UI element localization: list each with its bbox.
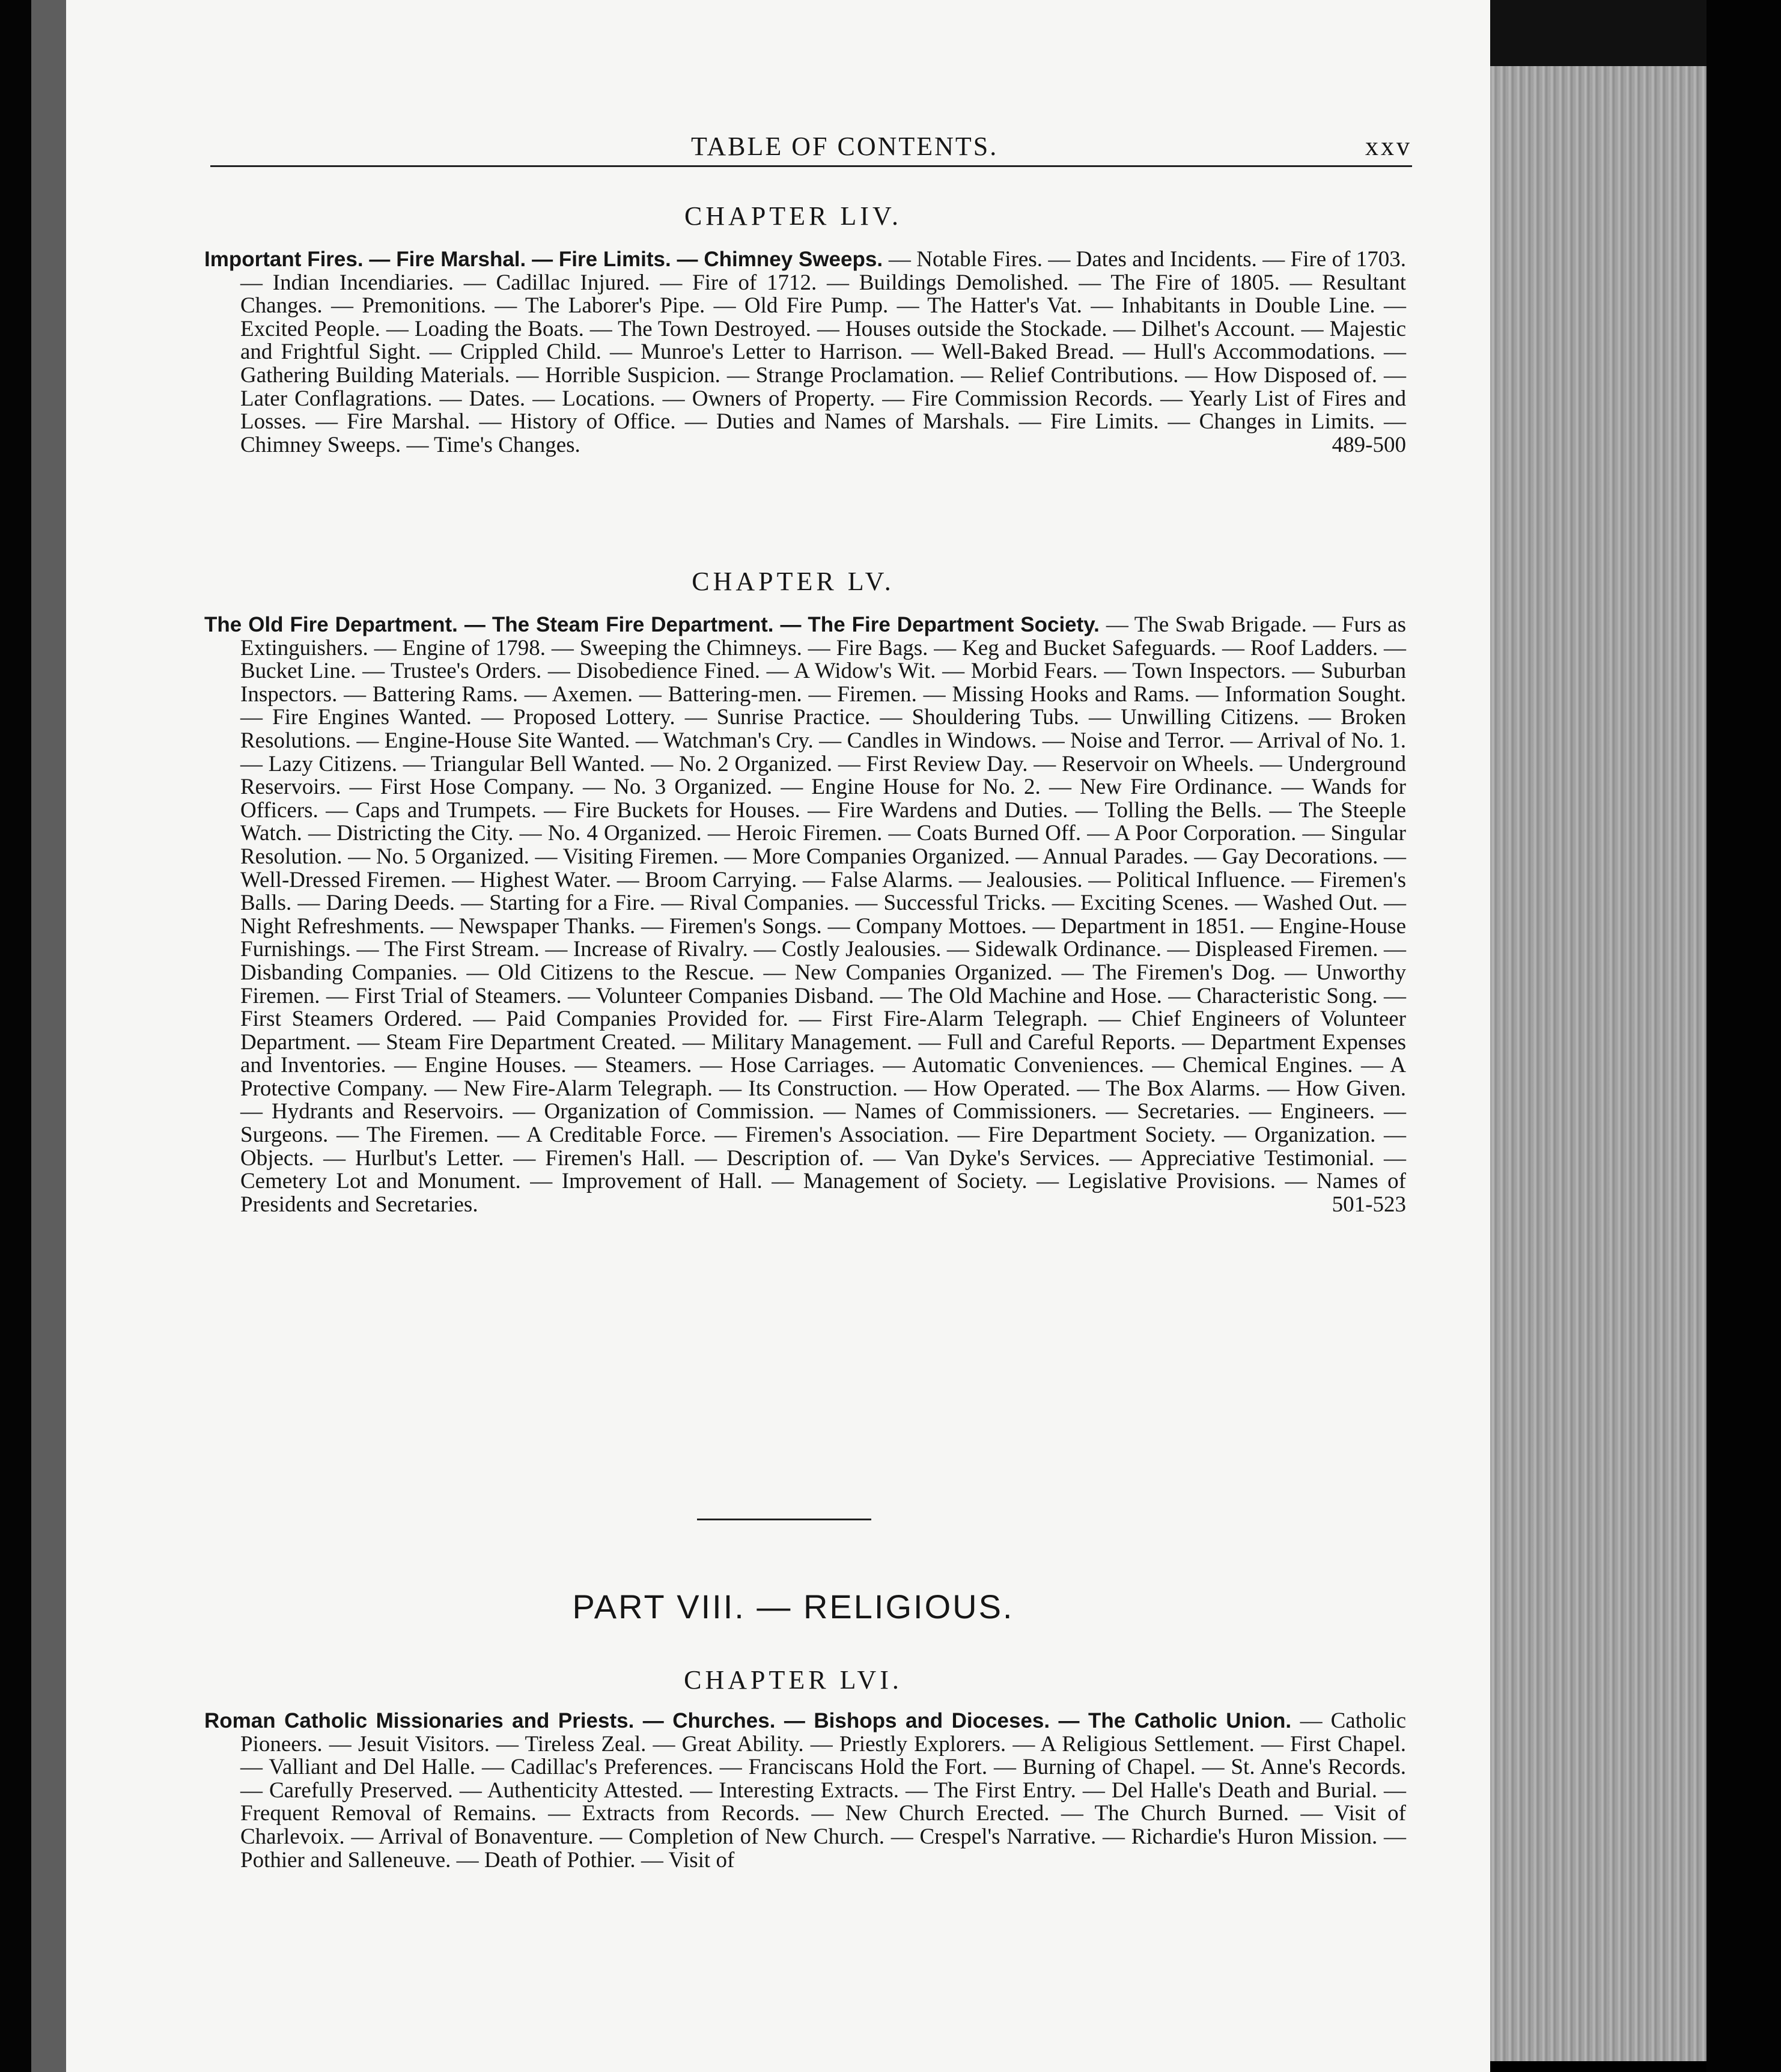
book-page xyxy=(66,0,1490,2072)
chapter-lead: Roman Catholic Missionaries and Priests. — Churches. — Bishops and Dioceses. — The Catholic Union. xyxy=(204,1709,1300,1732)
facing-page-edge xyxy=(31,0,66,2072)
running-title: TABLE OF CONTENTS. xyxy=(691,132,999,161)
page-content xyxy=(186,0,1412,2072)
chapter-entry-lv xyxy=(204,614,1406,1216)
chapter-topics: — The Swab Brigade. — Furs as Extinguishers. — Engine of 1798. — Sweeping the Chimneys. — Fire Bags. — Keg and Bucket Safeguards. — Roof Ladders. — Bucket Line. — Trustee's Orders. — Disobedience Fined. — A Widow's Wit. — Morbid Fears. — Town Inspectors. — Suburban Inspectors. — Battering Rams. — Axemen. — Battering-men. — Firemen. — Missing Hooks and Rams. — Information Sought. — Fire Engines Wanted. — Proposed Lottery. — Sunrise Practice. — Shouldering Tubs. — Unwilling Citizens. — Broken Resolutions. — Engine-House Site Wanted. — Watchman's Cry. — Candles in Windows. — Noise and Terror. — Arrival of No. 1. — Lazy Citizens. — Triangular Bell Wanted. — No. 2 Organized. — First Review Day. — Reservoir on Wheels. — Underground Reservoirs. — First Hose Company. — No. 3 Organized. — Engine House for No. 2. — New Fire Ordinance. — Wands for Officers. — Caps and Trumpets. — Fire Buckets for Houses. — Fire Wardens and Duties. — Tolling the Bells. — The Steeple Watch. — Districting the City. — No. 4 Organized. — Heroic Firemen. — Coats Burned Off. — A Poor Corporation. — Singular Resolution. — No. 5 Organized. — Visiting Firemen. — More Companies Organized. — Annual Parades. — Gay Decorations. — Well-Dressed Firemen. — Highest Water. — Broom Carrying. — False Alarms. — Jealousies. — Political Influence. — Firemen's Balls. — Daring Deeds. — Starting for a Fire. — Rival Companies. — Successful Tricks. — Exciting Scenes. — Washed Out. — Night Refreshments. — Newspaper Thanks. — Firemen's Songs. — Company Mottoes. — Department in 1851. — Engine-House Furnishings. — The First Stream. — Increase of Rivalry. — Costly Jealousies. — Sidewalk Ordinance. — Displeased Firemen. — Disbanding Companies. — Old Citizens to the Rescue. — New Companies Organized. — The Firemen's Dog. — Unworthy Firemen. — First Trial of Steamers. — Volunteer Companies Disband. — The Old Machine and Hose. — Characteristic Song. — First Steamers Ordered. — Paid Companies Provided for. — First Fire-Alarm Telegraph. — Chief Engineers of Volunteer Department. — Steam Fire Department Created. — Military Management. — Full and Careful Reports. — Department Expenses and Inventories. — Engine Houses. — Steamers. — Hose Carriages. — Automatic Conveniences. — Chemical Engines. — A Protective Company. — New Fire-Alarm Telegraph. — Its Construction. — How Operated. — The Box Alarms. — How Given. — Hydrants and Reservoirs. — Organization of Commission. — Names of Commissioners. — Secretaries. — Engineers. — Surgeons. — The Firemen. — A Creditable Force. — Firemen's Association. — Fire Department Society. — Organization. — Objects. — Hurlbut's Letter. — Firemen's Hall. — Description of. — Van Dyke's Services. — Appreciative Testimonial. — Cemetery Lot and Monument. — Improvement of Hall. — Management of Society. — Legislative Provisions. — Names of Presidents and Secretaries. xyxy=(240,612,1407,1217)
page-range: 489-500 xyxy=(1332,432,1406,457)
chapter-topics: — Notable Fires. — Dates and Incidents. — Fire of 1703. — Indian Incendiaries. — Cadillac Injured. — Fire of 1712. — Buildings Demolished. — The Fire of 1805. — Resultant Changes. — Premonitions. — The Laborer's Pipe. — Old Fire Pump. — The Hatter's Vat. — Inhabitants in Double Line. — Excited People. — Loading the Boats. — The Town Destroyed. — Houses outside the Stockade. — Dilhet's Account. — Majestic and Frightful Sight. — Crippled Child. — Munroe's Letter to Harrison. — Well-Baked Bread. — Hull's Accommodations. — Gathering Building Materials. — Horrible Suspicion. — Strange Proclamation. — Relief Contributions. — How Disposed of. — Later Conflagrations. — Dates. — Locations. — Owners of Property. — Fire Commission Records. — Yearly List of Fires and Losses. — Fire Marshal. — History of Office. — Duties and Names of Marshals. — Fire Limits. — Changes in Limits. — Chimney Sweeps. — Time's Changes. xyxy=(240,247,1406,457)
chapter-heading-liv: CHAPTER LIV. xyxy=(684,201,903,231)
header-rule xyxy=(210,165,1412,167)
page-number: xxv xyxy=(1365,132,1412,161)
chapter-topics: — Catholic Pioneers. — Jesuit Visitors. — Tireless Zeal. — Great Ability. — Priestly Explorers. — A Religious Settlement. — First Chapel. — Valliant and Del Halle. — Cadillac's Preferences. — Franciscans Hold the Fort. — Burning of Chapel. — St. Anne's Records. — Carefully Preserved. — Authenticity Attested. — Interesting Extracts. — The First Entry. — Del Halle's Death and Burial. — Frequent Removal of Remains. — Extracts from Records. — New Church Erected. — The Church Burned. — Visit of Charlevoix. — Arrival of Bonaventure. — Completion of New Church. — Crespel's Narrative. — Richardie's Huron Mission. — Pothier and Salleneuve. — Death of Pothier. — Visit of xyxy=(240,1708,1406,1872)
section-divider xyxy=(697,1519,871,1520)
chapter-heading-lv: CHAPTER LV. xyxy=(692,567,895,596)
part-heading: PART VIII. — RELIGIOUS. xyxy=(572,1588,1014,1626)
book-page-edges xyxy=(1490,66,1706,2061)
scan-shadow-top xyxy=(1490,0,1706,66)
page-range: 501-523 xyxy=(1332,1192,1406,1217)
running-head xyxy=(210,131,1412,167)
chapter-lead: The Old Fire Department. — The Steam Fire Department. — The Fire Department Society. xyxy=(204,613,1106,636)
chapter-lead: Important Fires. — Fire Marshal. — Fire Limits. — Chimney Sweeps. xyxy=(204,248,889,271)
chapter-entry-liv xyxy=(204,248,1406,457)
chapter-heading-lvi: CHAPTER LVI. xyxy=(684,1665,903,1695)
chapter-entry-lvi xyxy=(204,1710,1406,1872)
film-margin-right xyxy=(1706,0,1781,2072)
